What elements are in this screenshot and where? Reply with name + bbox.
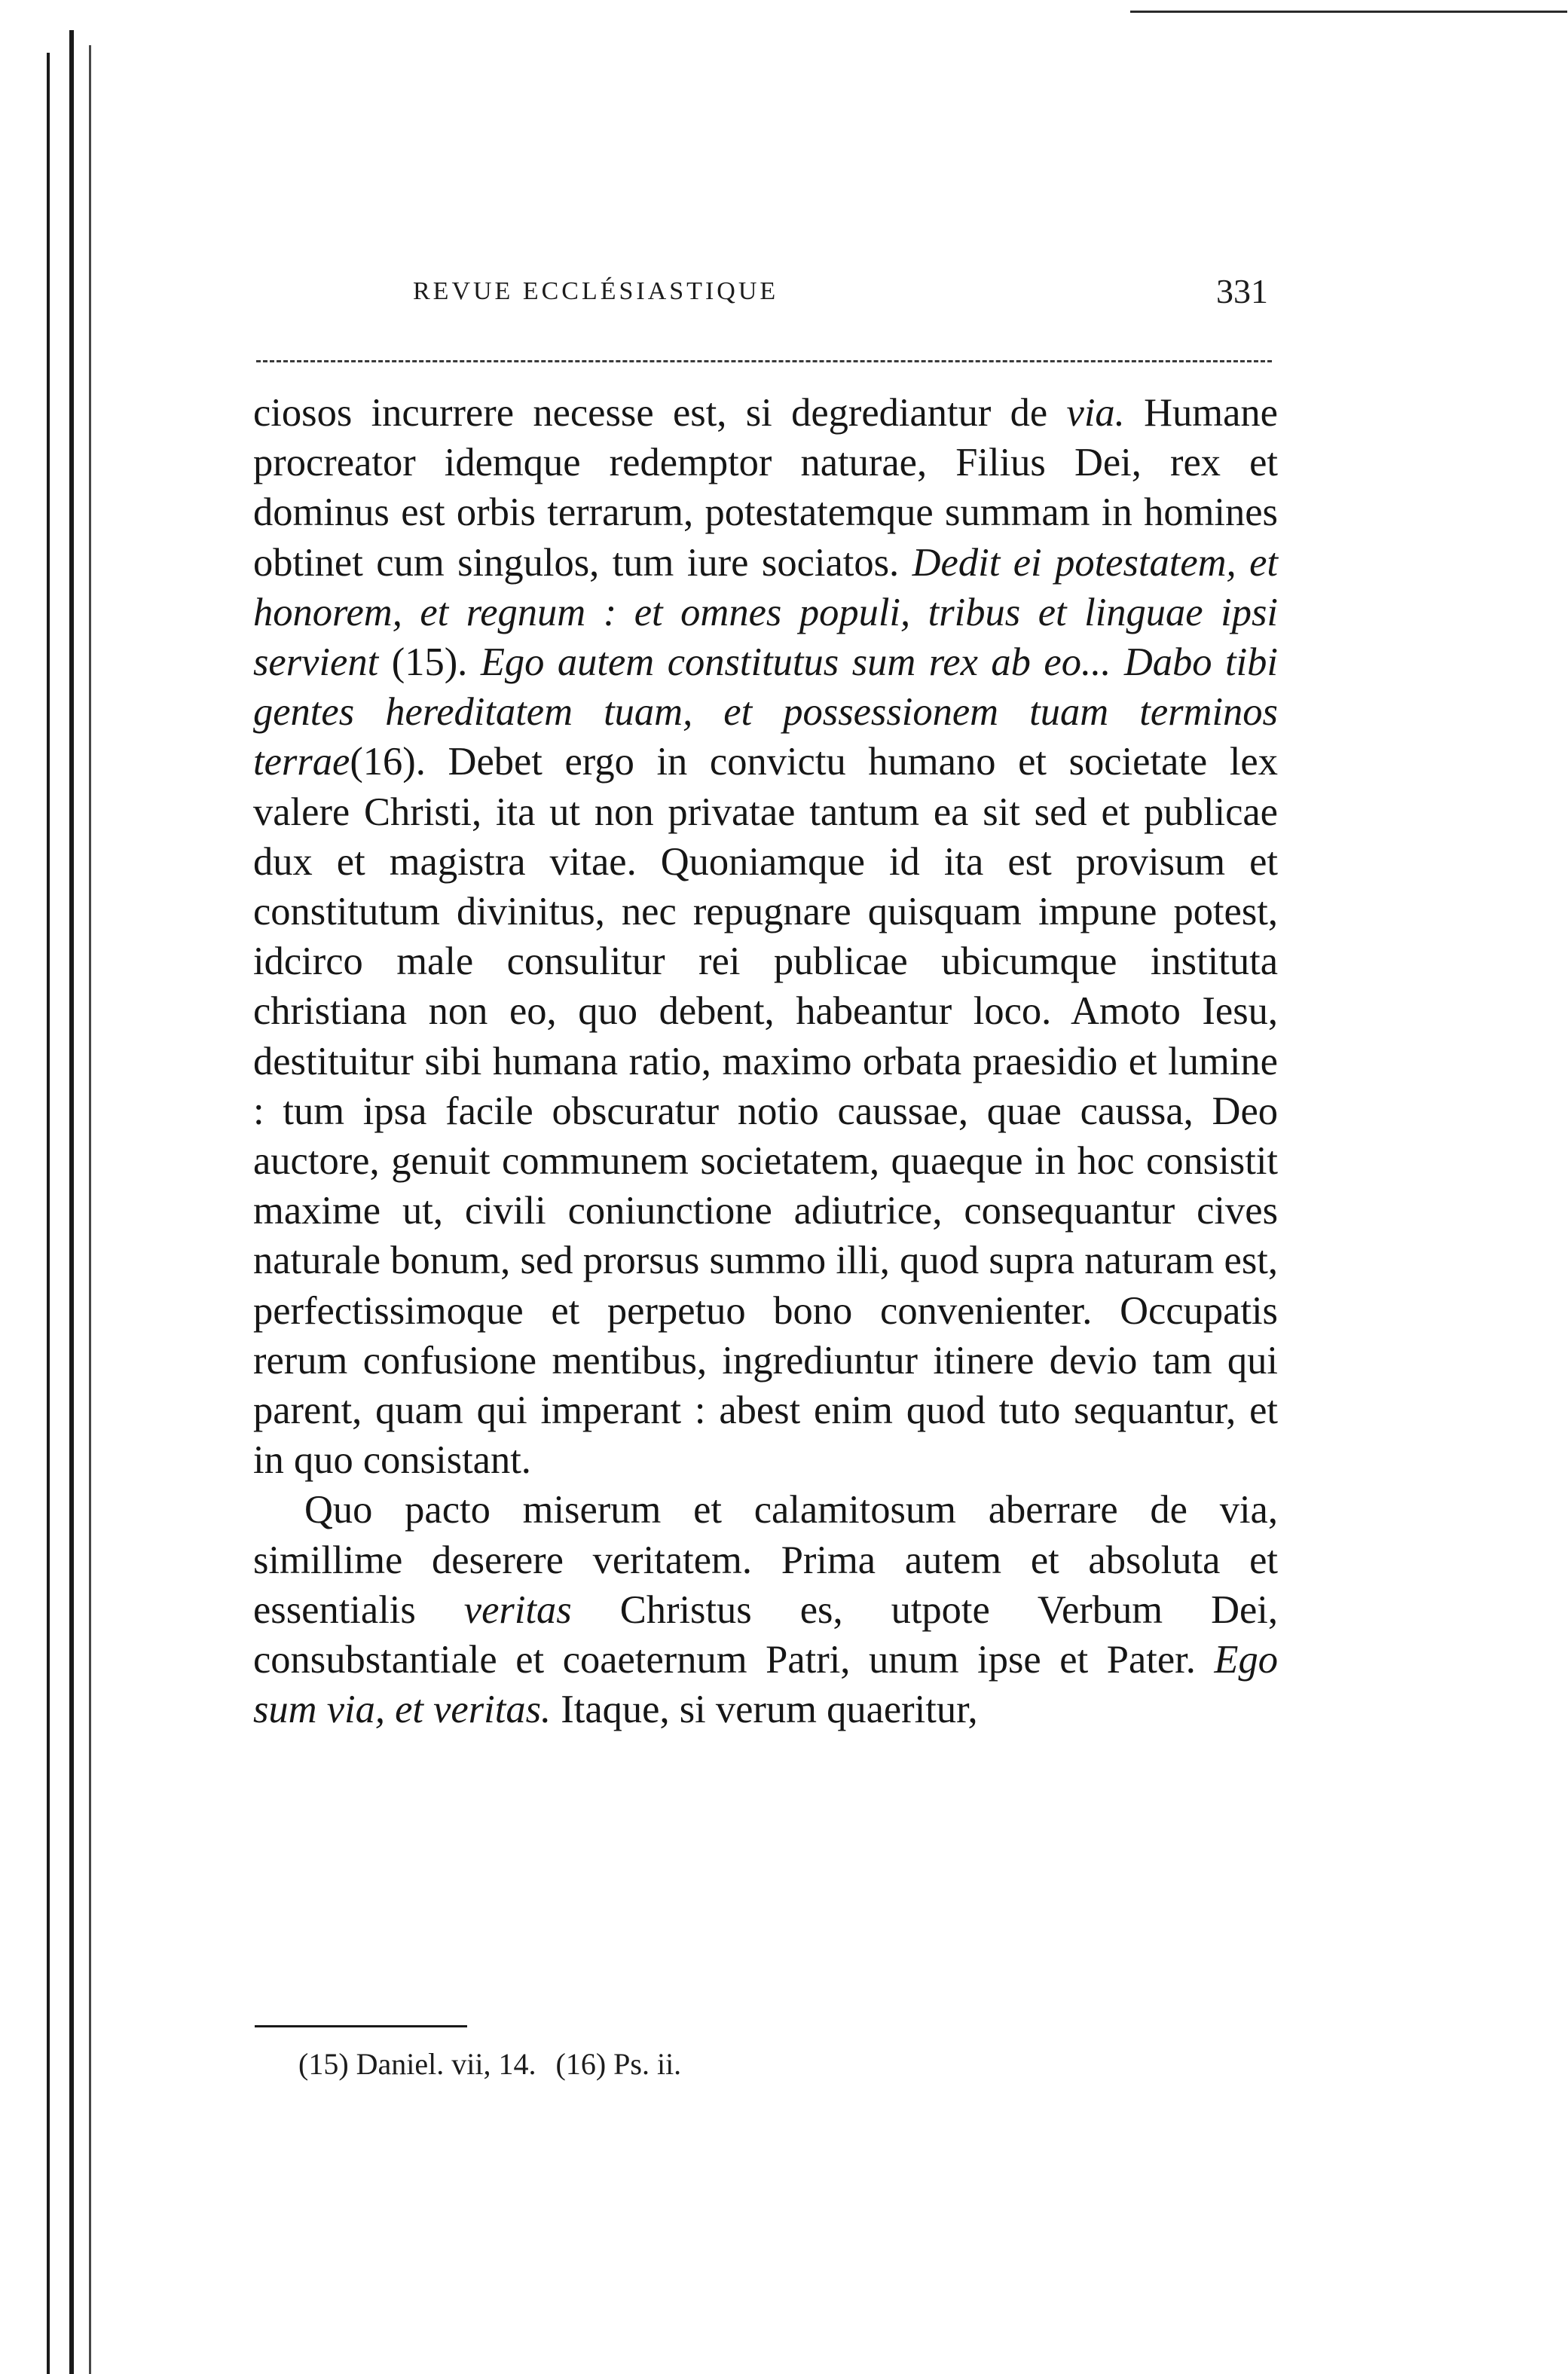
scripture-quote: Dedit ei potestatem, et honorem, et regnum : et omnes populi, tribus et linguae ipsi servient: [253, 540, 1278, 685]
body-text: [253, 388, 1278, 1734]
running-head: REVUE ECCLÉSIASTIQUE: [413, 277, 779, 305]
text-run: ciosos incurrere necesse est, si degrediantur de: [253, 391, 1067, 435]
italic-text: veritas: [463, 1587, 572, 1632]
scripture-quote: Ego sum via, et veritas.: [253, 1638, 1278, 1732]
page-number: 331: [1216, 272, 1268, 310]
footnote-ref: (15).: [378, 640, 481, 685]
footnote-15: (15) Daniel. vii, 14.: [298, 2047, 536, 2081]
scripture-quote: Ego autem constitutus sum rex ab eo... Dabo tibi gentes hereditatem tuam, et possessionem tuam terminos terrae: [253, 640, 1278, 784]
header-rule: [256, 360, 1272, 362]
text-run: (16). Debet ergo in convictu humano et societate lex valere Christi, ita ut non privatae tantum ea sit sed et publicae dux et magistra vitae. Quoniamque id ita est provisum et constitutum divinitus, nec repugnare quisquam impune potest, idcirco male consulitur rei publicae ubicumque instituta christiana non eo, quo debent, habeantur loco. Amoto Iesu, destituitur sibi humana ratio, maximo orbata praesidio et lumine : tum ipsa facile obscuratur notio caussae, quae caussa, Deo auctore, genuit communem societatem, quaeque in hoc consistit maxime ut, civili coniunctione adiutrice, consequantur cives naturale bonum, sed prorsus summo illi, quod supra naturam est, perfectissimoque et perpetuo bono convenienter. Occupatis rerum confusione mentibus, ingrediuntur itinere devio tam qui parent, quam qui imperant : abest enim quod tuto sequantur, et in quo consistant.: [253, 740, 1278, 1483]
binding-edge-line: [47, 53, 50, 2374]
paragraph: [253, 388, 1278, 1485]
footnote-16: (16) Ps. ii.: [555, 2047, 682, 2081]
footnote-rule: [255, 2025, 467, 2027]
paragraph: [253, 1485, 1278, 1734]
binding-edge-line: [69, 30, 74, 2374]
binding-edge-line: [89, 45, 91, 2374]
text-run: Quo pacto miserum et calamitosum aberrare de via, simillime deserere veritatem. Prima autem et absoluta et essentialis: [253, 1488, 1278, 1632]
text-run: Itaque, si verum quaeritur,: [551, 1688, 978, 1732]
top-edge-rule: [1130, 11, 1567, 13]
text-run: Christus es, utpote Verbum Dei, consubstantiale et coaeternum Patri, unum ipse et Pater.: [253, 1587, 1278, 1682]
italic-text: via.: [1066, 391, 1125, 435]
text-run: Humane procreator idemque redemptor naturae, Filius Dei, rex et dominus est orbis terrarum, potestatemque summam in homines obtinet cum singulos, tum iure sociatos.: [253, 391, 1278, 585]
footnotes: [298, 2046, 693, 2082]
